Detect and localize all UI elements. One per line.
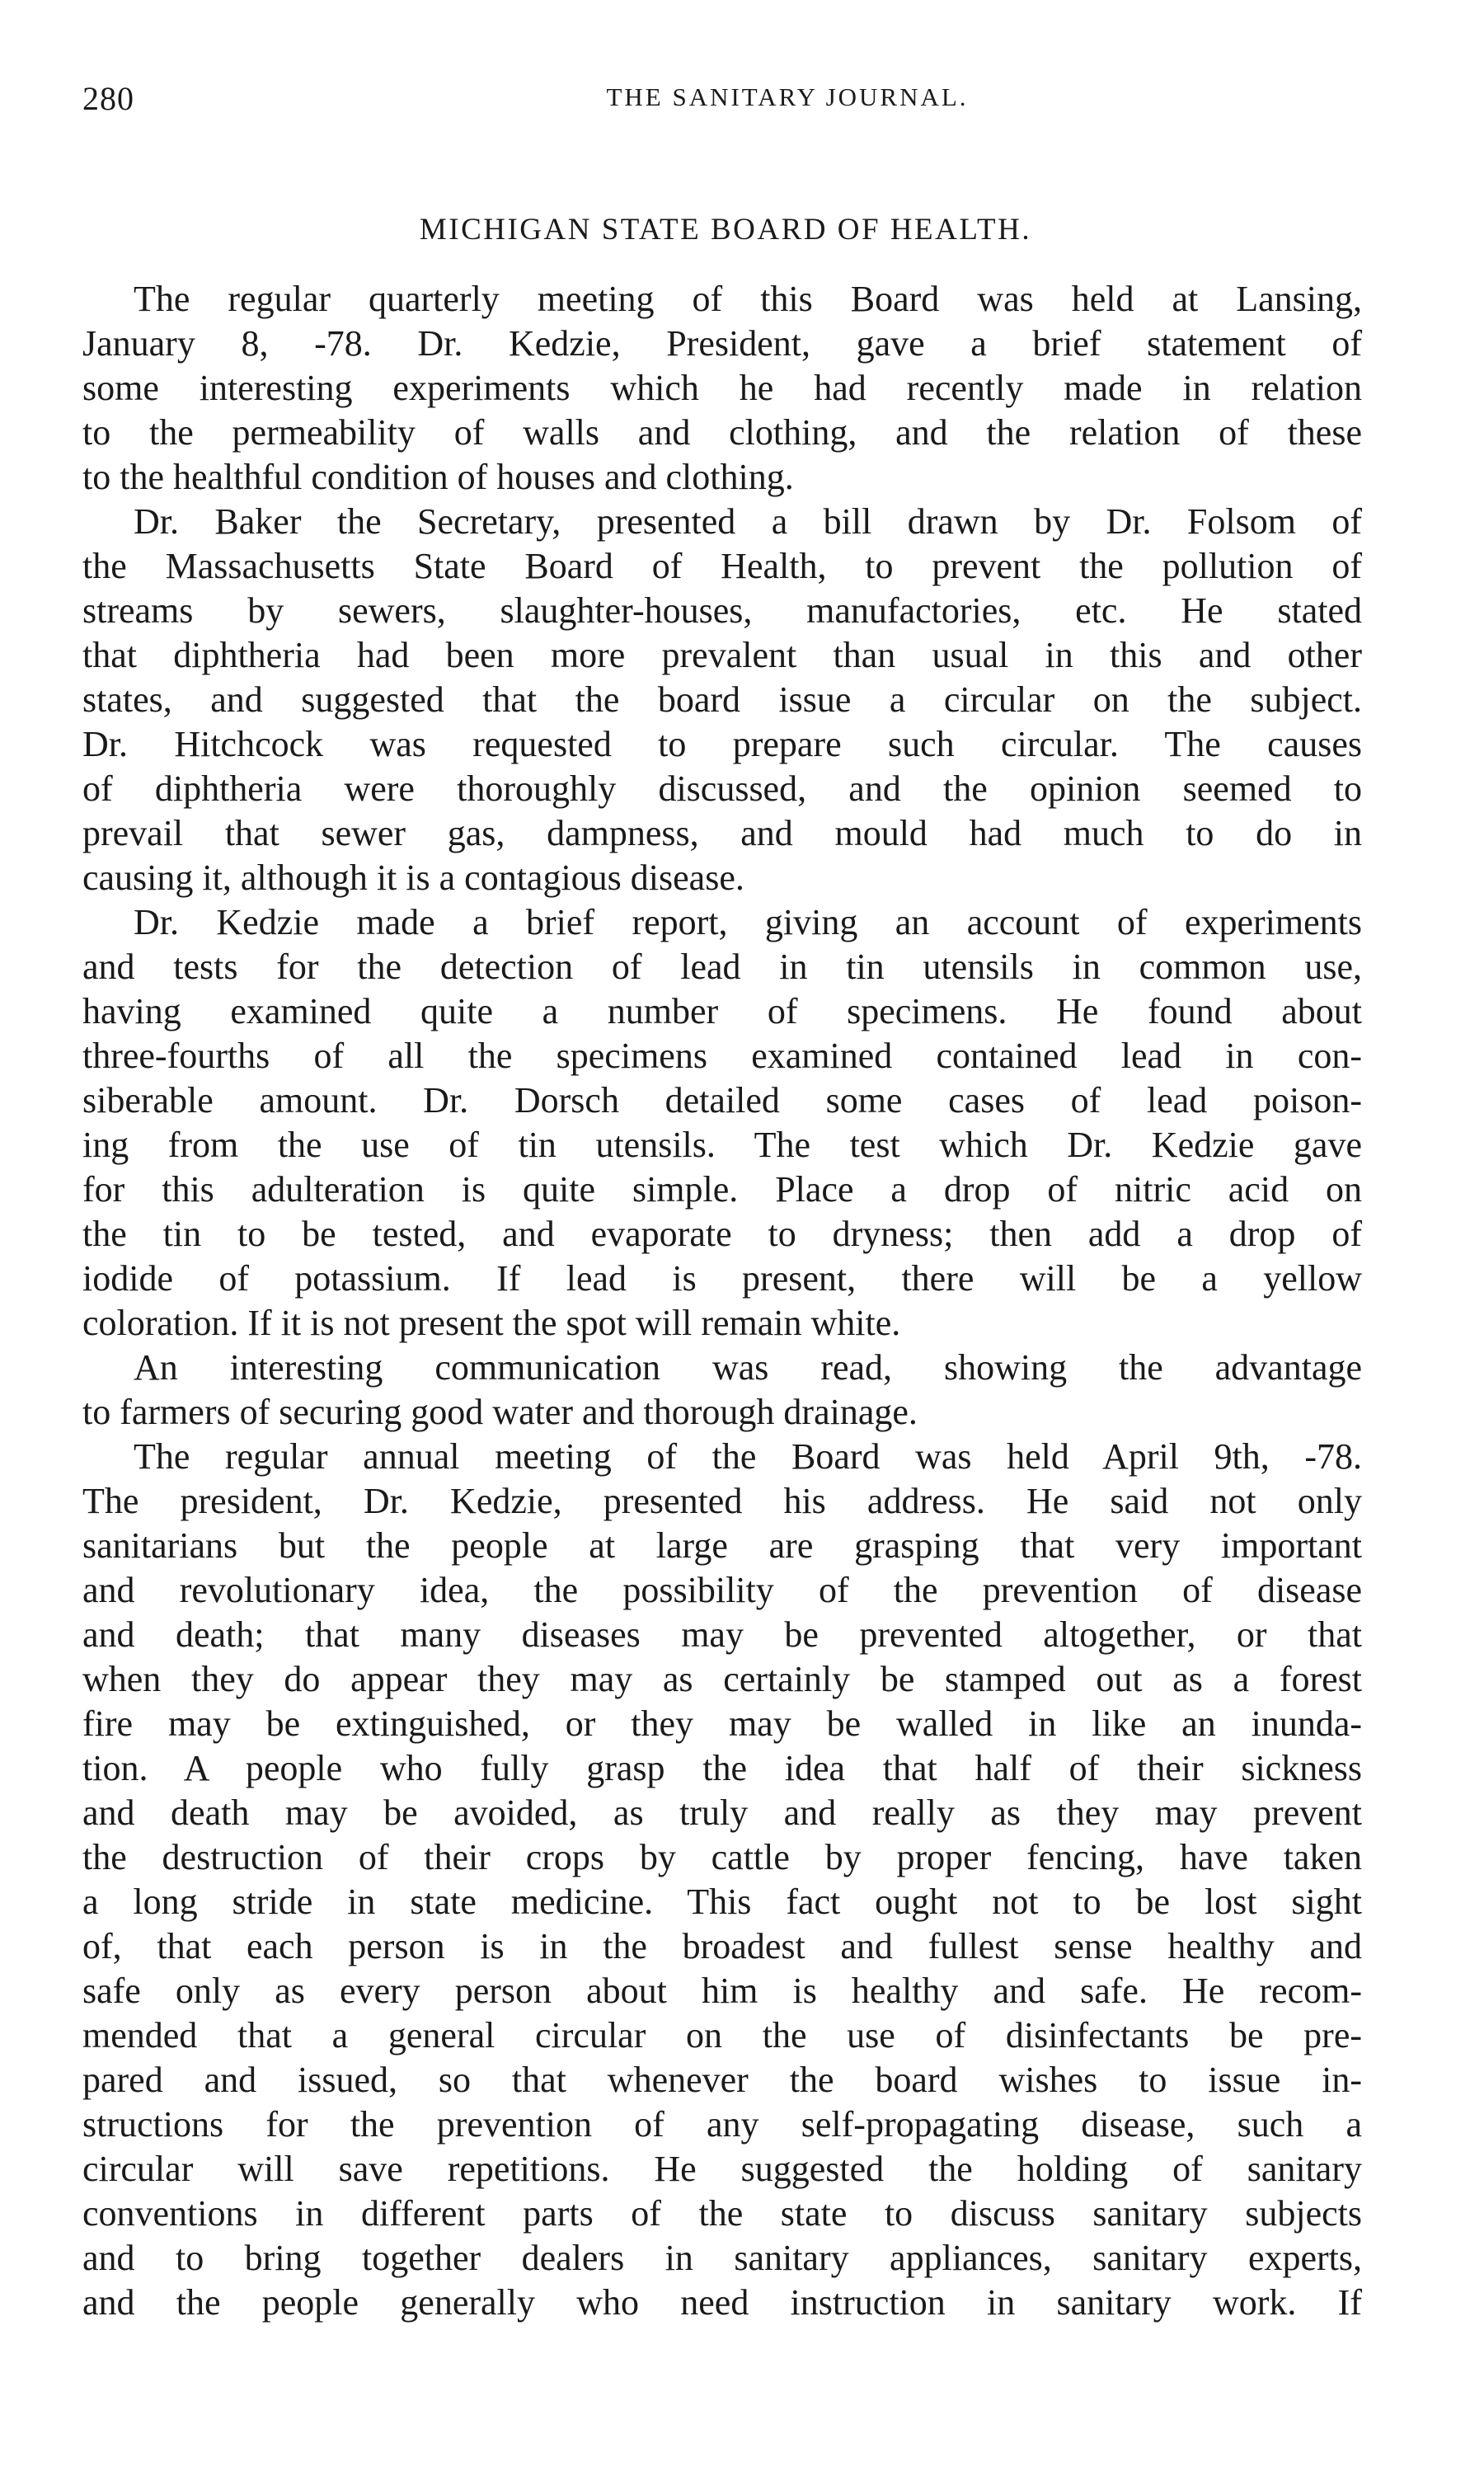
text-line: that diphtheria had been more prevalent than usual in this and other <box>82 635 1362 675</box>
text-line: and tests for the detection of lead in tin utensils in common use, <box>82 947 1362 987</box>
text-line: to the healthful condition of houses and clothing. <box>82 457 794 497</box>
text-line: tion. A people who fully grasp the idea that half of their sickness <box>82 1748 1362 1788</box>
text-line: pared and issued, so that whenever the board wishes to issue in- <box>82 2060 1362 2100</box>
page-number: 280 <box>82 80 134 117</box>
text-line: safe only as every person about him is healthy and safe. He recom- <box>82 1971 1362 2011</box>
article-title: MICHIGAN STATE BOARD OF HEALTH. <box>419 213 1032 247</box>
text-line: prevail that sewer gas, dampness, and mould had much to do in <box>82 813 1362 853</box>
text-line: conventions in different parts of the state to discuss sanitary subjects <box>82 2193 1362 2234</box>
text-line: and to bring together dealers in sanitary appliances, sanitary experts, <box>82 2238 1362 2278</box>
text-line: a long stride in state medicine. This fact ought not to be lost sight <box>82 1882 1362 1922</box>
text-line: The regular annual meeting of the Board was held April 9th, -78. <box>134 1436 1362 1477</box>
text-line: the tin to be tested, and evaporate to dryness; then add a drop of <box>82 1214 1362 1254</box>
text-line: the Massachusetts State Board of Health, to prevent the pollution of <box>82 546 1362 586</box>
text-line: Dr. Baker the Secretary, presented a bill drawn by Dr. Folsom of <box>134 501 1362 542</box>
text-line: some interesting experiments which he had recently made in relation <box>82 368 1362 408</box>
text-line: The president, Dr. Kedzie, presented his address. He said not only <box>82 1481 1362 1521</box>
text-line: when they do appear they may as certainly be stamped out as a forest <box>82 1659 1362 1699</box>
text-line: the destruction of their crops by cattle by proper fencing, have taken <box>82 1837 1362 1877</box>
text-line: iodide of potassium. If lead is present, there will be a yellow <box>82 1258 1362 1299</box>
text-line: mended that a general circular on the use of disinfectants be pre- <box>82 2015 1362 2055</box>
text-line: streams by sewers, slaughter-houses, manufactories, etc. He stated <box>82 590 1362 631</box>
text-line: having examined quite a number of specimens. He found about <box>82 991 1362 1031</box>
text-line: The regular quarterly meeting of this Board was held at Lansing, <box>134 279 1362 319</box>
text-line: coloration. If it is not present the spot will remain white. <box>82 1303 901 1343</box>
text-line: to farmers of securing good water and thorough drainage. <box>82 1392 918 1432</box>
text-line: states, and suggested that the board issue a circular on the subject. <box>82 679 1362 720</box>
running-head <box>82 79 1369 129</box>
article-body <box>82 277 1362 2325</box>
text-line: of diphtheria were thoroughly discussed, and the opinion seemed to <box>82 768 1362 809</box>
text-line: Dr. Hitchcock was requested to prepare such circular. The causes <box>82 724 1362 764</box>
text-line: and death may be avoided, as truly and really as they may prevent <box>82 1792 1362 1833</box>
text-line: Dr. Kedzie made a brief report, giving an account of experiments <box>134 902 1362 942</box>
text-line: structions for the prevention of any self-propagating disease, such a <box>82 2104 1362 2145</box>
text-line: siberable amount. Dr. Dorsch detailed some cases of lead poison- <box>82 1080 1362 1120</box>
text-line: of, that each person is in the broadest and fullest sense healthy and <box>82 1926 1362 1966</box>
text-line: circular will save repetitions. He suggested the holding of sanitary <box>82 2149 1362 2189</box>
text-line: ing from the use of tin utensils. The test which Dr. Kedzie gave <box>82 1125 1362 1165</box>
text-line: and revolutionary idea, the possibility of the prevention of disease <box>82 1570 1362 1610</box>
text-line: An interesting communication was read, showing the advantage <box>134 1347 1362 1388</box>
text-line: to the permeability of walls and clothing, and the relation of these <box>82 412 1362 453</box>
text-line: sanitarians but the people at large are grasping that very important <box>82 1525 1362 1566</box>
text-line: January 8, -78. Dr. Kedzie, President, gave a brief statement of <box>82 323 1362 364</box>
text-line: fire may be extinguished, or they may be walled in like an inunda- <box>82 1703 1362 1744</box>
text-line: and the people generally who need instruction in sanitary work. If <box>82 2282 1362 2323</box>
text-line: three-fourths of all the specimens examined contained lead in con- <box>82 1036 1362 1076</box>
journal-title: THE SANITARY JOURNAL. <box>606 82 969 111</box>
text-line: causing it, although it is a contagious disease. <box>82 857 744 898</box>
text-line: and death; that many diseases may be prevented altogether, or that <box>82 1614 1362 1655</box>
text-line: for this adulteration is quite simple. Place a drop of nitric acid on <box>82 1169 1362 1210</box>
